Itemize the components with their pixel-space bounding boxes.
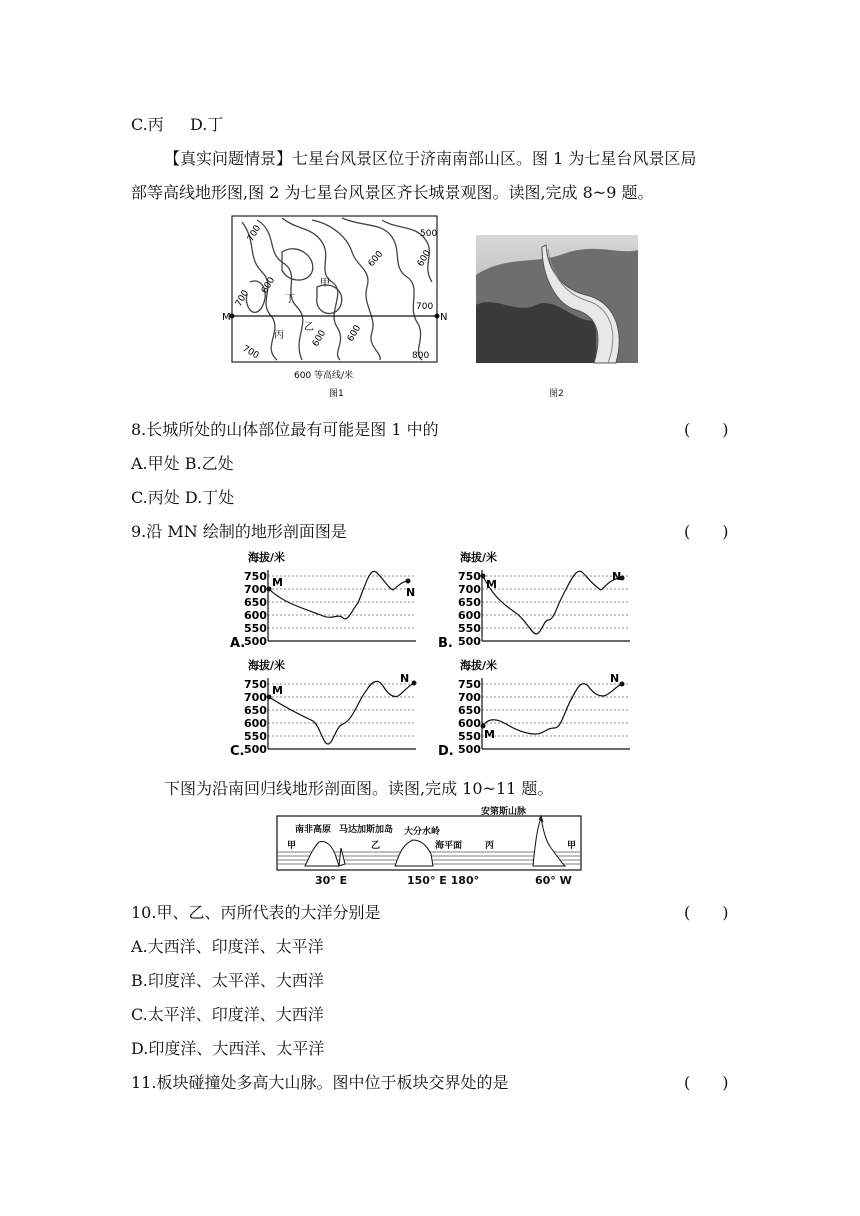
svg-text:750: 750	[458, 678, 481, 691]
q10-option-c: C.太平洋、印度洋、大西洋	[131, 1005, 324, 1024]
label-sea-level: 海平面	[435, 841, 463, 851]
profile-b-line	[483, 571, 622, 634]
profile-b-letter: B.	[438, 636, 453, 651]
label-andes: 安第斯山脉	[481, 807, 527, 817]
profile-d-letter: D.	[438, 744, 454, 759]
intro-line-2: 部等高线地形图,图 2 为七星台风景区齐长城景观图。读图,完成 8~9 题。	[131, 183, 654, 202]
figure-2-great-wall-photo	[476, 235, 638, 400]
svg-text:700: 700	[416, 302, 434, 312]
svg-text:600: 600	[458, 609, 481, 622]
profile-b	[436, 548, 636, 654]
svg-text:600: 600	[366, 249, 386, 269]
svg-text:M: M	[272, 576, 283, 589]
svg-text:750: 750	[244, 570, 267, 583]
label-jia-right: 甲	[567, 841, 577, 851]
label-n: N	[440, 312, 448, 323]
svg-text:500: 500	[420, 229, 438, 239]
label-ding: 丁	[285, 294, 295, 305]
figure-1-caption: 图1	[329, 389, 344, 399]
q10-intro: 下图为沿南回归线地形剖面图。读图,完成 10~11 题。	[164, 779, 554, 798]
q10-answer-paren: ( )	[684, 903, 729, 922]
svg-text:700: 700	[458, 691, 481, 704]
tropic-section-figure	[275, 806, 585, 888]
svg-text:M: M	[484, 728, 495, 741]
label-bing: 丙	[274, 330, 284, 341]
svg-text:700: 700	[240, 343, 261, 362]
q10-stem: 10.甲、乙、丙所代表的大洋分别是	[131, 903, 381, 922]
label-yi: 乙	[304, 322, 314, 333]
q8-answer-paren: ( )	[684, 420, 729, 439]
svg-text:N: N	[612, 570, 622, 583]
profile-b-ylabel: 海拔/米	[460, 551, 498, 564]
profile-c	[228, 656, 428, 762]
svg-text:500: 500	[244, 635, 267, 648]
svg-text:800: 800	[412, 351, 430, 361]
tick-150e-180: 150° E 180°	[407, 874, 480, 887]
q8-stem: 8.长城所处的山体部位最有可能是图 1 中的	[131, 420, 439, 439]
tick-60w: 60° W	[535, 874, 572, 887]
svg-text:550: 550	[244, 730, 267, 743]
label-jia: 甲	[320, 278, 330, 289]
q11-stem: 11.板块碰撞处多高大山脉。图中位于板块交界处的是	[131, 1073, 509, 1092]
svg-text:600: 600	[458, 717, 481, 730]
svg-text:600: 600	[244, 717, 267, 730]
tick-30e: 30° E	[315, 874, 348, 887]
point-n	[435, 314, 440, 319]
svg-text:500: 500	[244, 743, 267, 756]
q10-option-a: A.大西洋、印度洋、太平洋	[131, 937, 324, 956]
q8-option-ab: A.甲处 B.乙处	[131, 454, 234, 473]
svg-text:550: 550	[458, 730, 481, 743]
q10-option-b: B.印度洋、太平洋、大西洋	[131, 971, 324, 990]
profile-c-line	[269, 681, 414, 744]
svg-text:600: 600	[345, 323, 364, 344]
svg-text:550: 550	[458, 622, 481, 635]
svg-text:650: 650	[458, 704, 481, 717]
svg-text:750: 750	[244, 678, 267, 691]
figure-2-caption: 图2	[549, 389, 564, 399]
svg-text:700: 700	[458, 583, 481, 596]
svg-text:M: M	[272, 684, 283, 697]
svg-text:650: 650	[244, 596, 267, 609]
profile-a	[228, 548, 428, 654]
label-yi: 乙	[371, 841, 381, 851]
svg-text:650: 650	[458, 596, 481, 609]
profile-a-ylabel: 海拔/米	[248, 551, 286, 564]
label-m: M	[222, 312, 231, 323]
q8-option-cd: C.丙处 D.丁处	[131, 488, 235, 507]
svg-text:700: 700	[244, 691, 267, 704]
profile-d	[436, 656, 636, 762]
q9-stem: 9.沿 MN 绘制的地形剖面图是	[131, 522, 347, 541]
profile-c-letter: C.	[230, 744, 245, 759]
profile-c-ylabel: 海拔/米	[248, 659, 286, 672]
svg-text:N: N	[406, 586, 416, 599]
q11-answer-paren: ( )	[684, 1073, 729, 1092]
svg-text:600: 600	[310, 328, 329, 349]
profile-a-letter: A.	[230, 636, 246, 651]
svg-text:700: 700	[244, 583, 267, 596]
profile-d-ylabel: 海拔/米	[460, 659, 498, 672]
contour-value-labels	[234, 223, 438, 361]
svg-text:M: M	[486, 578, 497, 591]
svg-text:650: 650	[244, 704, 267, 717]
option-c: C.丙	[131, 115, 164, 134]
figure-1-contour-map	[222, 212, 452, 402]
svg-text:500: 500	[458, 743, 481, 756]
svg-text:N: N	[400, 672, 410, 685]
svg-text:600: 600	[244, 609, 267, 622]
svg-text:600: 600	[415, 248, 434, 269]
svg-text:N: N	[610, 672, 620, 685]
svg-text:700: 700	[233, 288, 252, 309]
intro-line-1: 【真实问题情景】七星台风景区位于济南南部山区。图 1 为七星台风景区局	[164, 149, 697, 168]
svg-text:550: 550	[244, 622, 267, 635]
q10-option-d: D.印度洋、大西洋、太平洋	[131, 1039, 325, 1058]
svg-text:600: 600	[259, 275, 278, 296]
label-jia-left: 甲	[287, 841, 297, 851]
label-bing: 丙	[485, 841, 495, 851]
svg-text:500: 500	[458, 635, 481, 648]
label-south-africa: 南非高原	[295, 825, 332, 835]
option-d: D.丁	[190, 115, 224, 134]
legend: 600 等高线/米	[294, 371, 354, 381]
profile-d-line	[483, 684, 622, 734]
svg-text:700: 700	[245, 223, 264, 244]
label-dividing-range: 大分水岭	[404, 827, 441, 837]
svg-text:750: 750	[458, 570, 481, 583]
label-madagascar: 马达加斯加岛	[339, 825, 394, 835]
profile-a-line	[269, 571, 408, 619]
q9-answer-paren: ( )	[684, 522, 729, 541]
